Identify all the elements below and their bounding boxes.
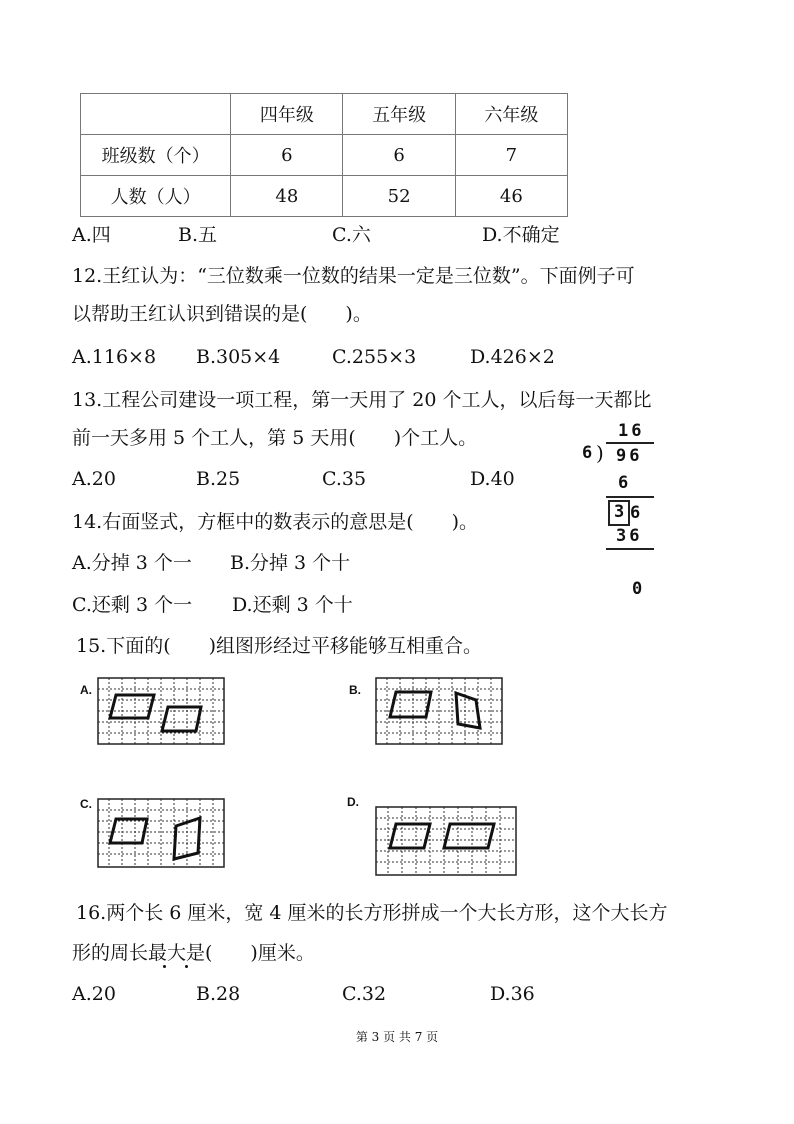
table-header-cell: 六年级	[455, 94, 567, 135]
table-header-cell: 五年级	[343, 94, 455, 135]
q12-text-line1: 12.王红认为：“三位数乘一位数的结果一定是三位数”。下面例子可	[72, 265, 635, 287]
table-cell: 6	[231, 135, 343, 176]
page-footer: 第 3 页 共 7 页	[355, 1030, 439, 1044]
table-row-label: 人数（人）	[81, 176, 231, 217]
long-division-figure	[582, 420, 654, 600]
table-row-label: 班级数（个）	[81, 135, 231, 176]
q12-option-d: D.426×2	[470, 346, 555, 368]
q13-option-b: B.25	[196, 468, 241, 490]
division-quotient: 16	[618, 421, 645, 441]
q16-option-c: C.32	[342, 983, 387, 1005]
q15-text-line1: 15.下面的( )组图形经过平移能够互相重合。	[76, 635, 483, 657]
figure-d	[374, 805, 518, 877]
table-row	[81, 176, 568, 217]
q16-text-line2: 形的周长最大是( )厘米。	[72, 942, 315, 964]
table-cell: 6	[343, 135, 455, 176]
q12-option-c: C.255×3	[332, 346, 417, 368]
figure-c	[96, 797, 226, 869]
table-header-row	[81, 94, 568, 135]
division-divisor: 6	[582, 443, 593, 463]
q14-option-c: C.还剩 3 个一	[72, 594, 193, 616]
q13-text-line2: 前一天多用 5 个工人，第 5 天用( )个工人。	[72, 427, 478, 449]
q13-text-line1: 13.工程公司建设一项工程，第一天用了 20 个工人，以后每一天都比	[72, 389, 652, 411]
q16-option-a: A.20	[72, 983, 116, 1005]
division-step1: 6	[618, 473, 629, 493]
division-final: 0	[632, 579, 643, 599]
q13-option-d: D.40	[470, 468, 515, 490]
table-row	[81, 135, 568, 176]
table-cell	[81, 94, 231, 135]
q16-option-d: D.36	[490, 983, 535, 1005]
division-boxed-digit: 3	[614, 502, 625, 522]
figure-d-label: D.	[347, 795, 359, 809]
q14-text-line1: 14.右面竖式，方框中的数表示的意思是( )。	[72, 511, 479, 533]
division-bracket-icon: )	[596, 441, 604, 465]
division-bar	[606, 442, 654, 444]
table-cell: 46	[455, 176, 567, 217]
table-cell: 52	[343, 176, 455, 217]
q14-option-b: B.分掉 3 个十	[230, 552, 351, 574]
q14-option-a: A.分掉 3 个一	[72, 552, 192, 574]
table-cell: 48	[231, 176, 343, 217]
q12-option-a: A.116×8	[72, 346, 157, 368]
division-step2: 36	[616, 526, 643, 546]
table-header-cell: 四年级	[231, 94, 343, 135]
figure-c-label: C.	[80, 797, 92, 811]
division-line-2	[606, 548, 654, 550]
figure-a	[96, 676, 226, 746]
q16-text-line1: 16.两个长 6 厘米，宽 4 厘米的长方形拼成一个大长方形，这个大长方	[76, 902, 668, 924]
q16-option-b: B.28	[196, 983, 241, 1005]
grade-table	[80, 93, 568, 217]
division-remainder-digit: 6	[630, 503, 641, 523]
q13-option-c: C.35	[322, 468, 367, 490]
division-line-1	[606, 496, 654, 498]
q12-text-line2: 以帮助王红认识到错误的是( )。	[72, 303, 372, 325]
q13-option-a: A.20	[72, 468, 116, 490]
figure-a-label: A.	[80, 683, 92, 697]
figure-b-label: B.	[349, 683, 361, 697]
table-cell: 7	[455, 135, 567, 176]
figure-b	[374, 676, 504, 746]
q11-option-a: A.四	[72, 224, 111, 246]
q11-option-d: D.不确定	[482, 224, 560, 246]
emphasis-dot	[163, 965, 166, 968]
q11-option-c: C.六	[332, 224, 371, 246]
q12-option-b: B.305×4	[196, 346, 281, 368]
q11-option-b: B.五	[178, 224, 218, 246]
q14-option-d: D.还剩 3 个十	[232, 594, 353, 616]
division-dividend: 96	[616, 446, 643, 466]
emphasis-dot	[185, 965, 188, 968]
